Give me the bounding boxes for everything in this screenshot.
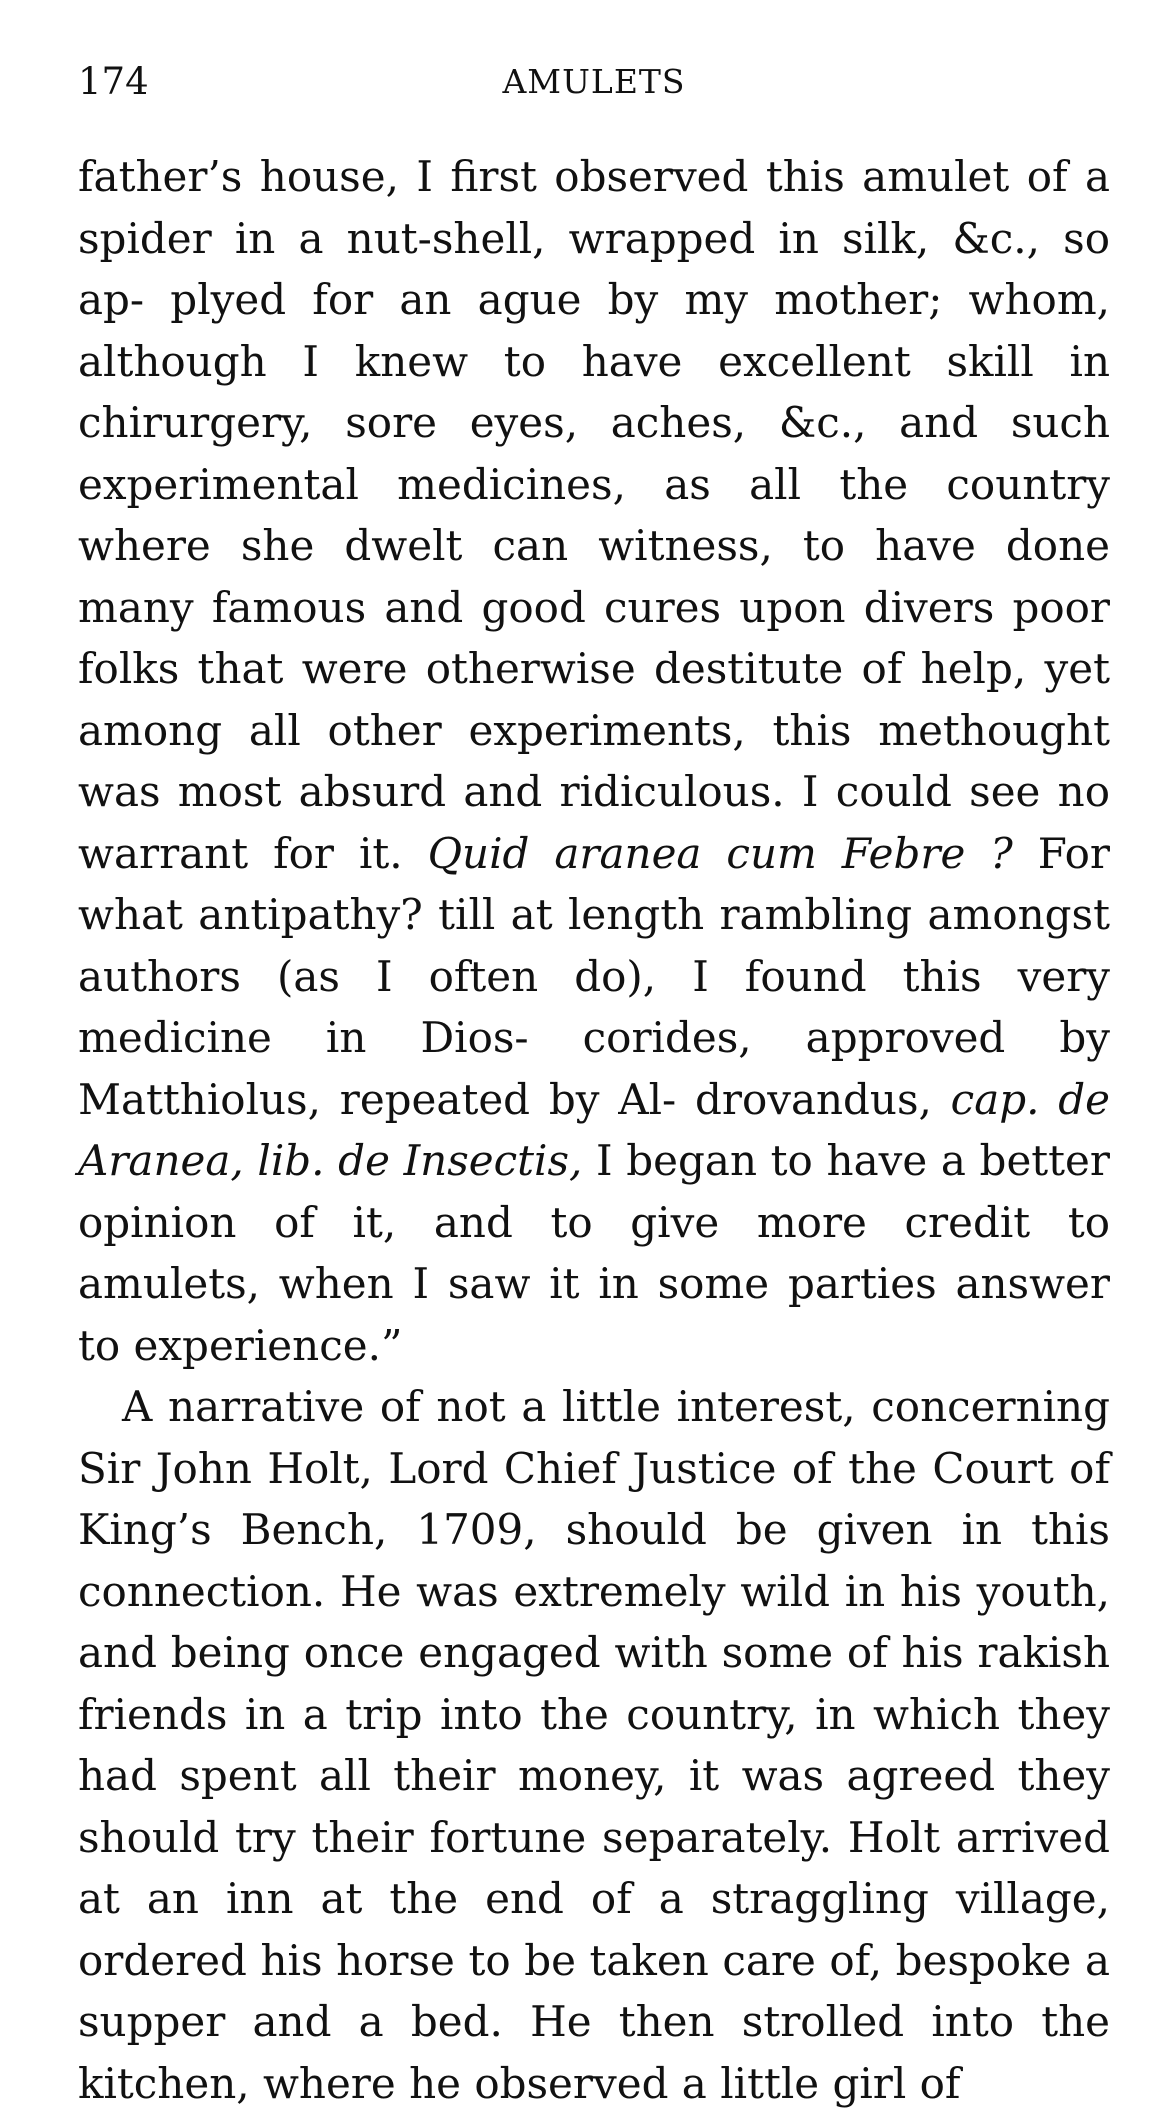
body-text	[78, 146, 1110, 2114]
book-page	[78, 60, 1110, 2114]
paragraph-text: A narrative of not a little interest, concerning Sir John Holt, Lord Chief Justice of the Court of King’s Bench, 1709, should be given in this connection. He was extremely wild in his youth, and being once engaged with some of his rakish friends in a trip into the country, in which they had spent all their money, it was agreed they should try their fortune separately. Holt arrived at an inn at the end of a straggling village, ordered his horse to be taken care of, bespoke a supper and a bed. He then strolled into the kitchen, where he observed a little girl of	[78, 1382, 1110, 2108]
paragraph-text: father’s house, I first observed this amulet of a spider in a nut-shell, wrapped in silk, &c., so ap- plyed for an ague by my mother; whom, although I knew to have excellent skill in chirurgery, sore eyes, aches, &c., and such experimental medicines, as all the country where she dwelt can witness, to have done many famous and good cures upon divers poor folks that were otherwise destitute of help, yet among all other experiments, this methought was most absurd and ridiculous. I could see no warrant for it.	[78, 152, 1110, 878]
italic-phrase: Quid aranea cum Febre ?	[427, 828, 1013, 878]
paragraph-holt-narrative	[78, 1376, 1110, 2114]
page-number: 174	[78, 60, 149, 103]
paragraph-text: I began to have a better opinion of it, and to give more credit to amulets, when I saw it in some parties answer to experience.”	[78, 1136, 1110, 1370]
running-title: AMULETS	[502, 62, 686, 101]
page-header	[78, 60, 1110, 116]
paragraph-continued	[78, 146, 1110, 1376]
paragraph-text: For what antipathy? till at length rambling amongst authors (as I often do), I found this very medicine in Dios- corides, approved by Matthiolus, repeated by Al- drovandus,	[78, 828, 1110, 1124]
italic-citation: cap. de Aranea, lib. de Insectis,	[78, 1074, 1110, 1185]
